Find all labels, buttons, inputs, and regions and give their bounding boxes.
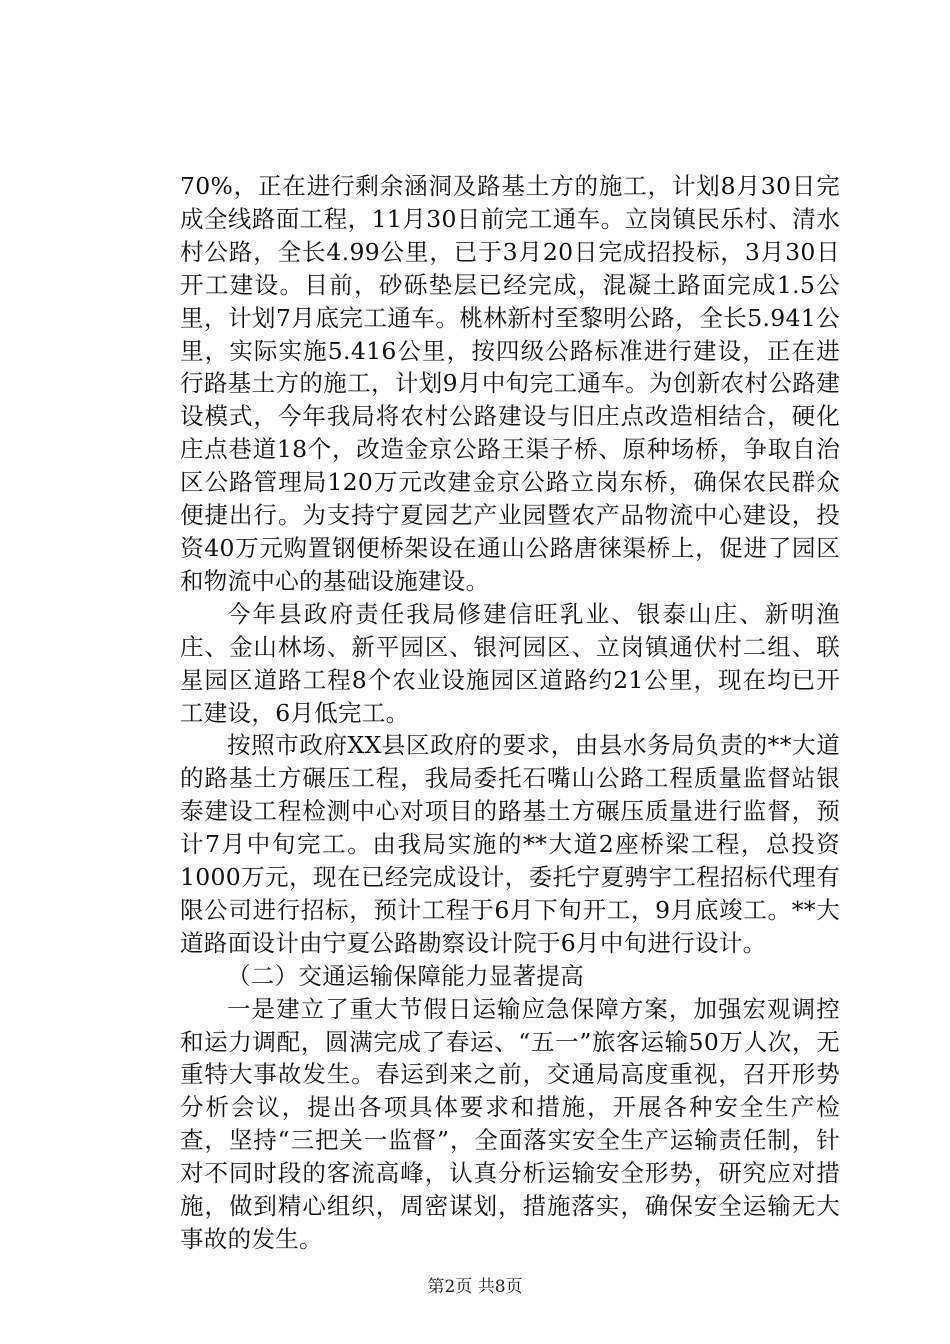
paragraph-rural-roads: 70%，正在进行剩余涵洞及路基土方的施工，计划8月30日完成全线路面工程，11月30日前完工通车。立岗镇民乐村、清水村公路，全长4.99公里，已于3月20日完成招投标，3月30日开工建设。目前，砂砾垫层已经完成，混凝土路面完成1.5公里，计划7月底完工通车。桃林新村至黎明公路，全长5.941公里，实际实施5.416公里，按四级公路标准进行建设，正在进行路基土方的施工，计划9月中旬完工通车。为创新农村公路建设模式，今年我局将农村公路建设与旧庄点改造相结合，硬化庄点巷道18个，改造金京公路王渠子桥、原种场桥，争取自治区公路管理局120万元改建金京公路立岗东桥，确保农民群众便捷出行。为支持宁夏园艺产业园暨农产品物流中心建设，投资40万元购置钢便桥架设在通山公路唐徕渠桥上，促进了园区和物流中心的基础设施建设。 (180, 172, 840, 595)
document-body (180, 170, 840, 1256)
paragraph-park-roads: 今年县政府责任我局修建信旺乳业、银泰山庄、新明渔庄、金山林场、新平园区、银河园区、立岗镇通伏村二组、联星园区道路工程8个农业设施园区道路约21公里，现在均已开工建设，6月低完工。 (180, 599, 840, 727)
paragraph-avenue-works: 按照市政府XX县区政府的要求，由县水务局负责的**大道的路基土方碾压工程，我局委托石嘴山公路工程质量监督站银泰建设工程检测中心对项目的路基土方碾压质量进行监督，预计7月中旬完工。由我局实施的**大道2座桥梁工程，总投资1000万元，现在已经完成设计，委托宁夏骋宇工程招标代理有限公司进行招标，预计工程于6月下旬开工，9月底竣工。**大道路面设计由宁夏公路勘察设计院于6月中旬进行设计。 (180, 731, 840, 957)
section-heading-transport: （二）交通运输保障能力显著提高 (227, 961, 584, 990)
page-number-footer: 第2页 共8页 (427, 1277, 523, 1297)
paragraph-holiday-transport: 一是建立了重大节假日运输应急保障方案，加强宏观调控和运力调配，圆满完成了春运、“五一”旅客运输50万人次，无重特大事故发生。春运到来之前，交通局高度重视，召开形势分析会议，提出各项具体要求和措施，开展各种安全生产检查，坚持“三把关一监督”，全面落实安全生产运输责任制，针对不同时段的客流高峰，认真分析运输安全形势，研究应对措施，做到精心组织，周密谋划，措施落实，确保安全运输无大事故的发生。 (180, 994, 840, 1253)
